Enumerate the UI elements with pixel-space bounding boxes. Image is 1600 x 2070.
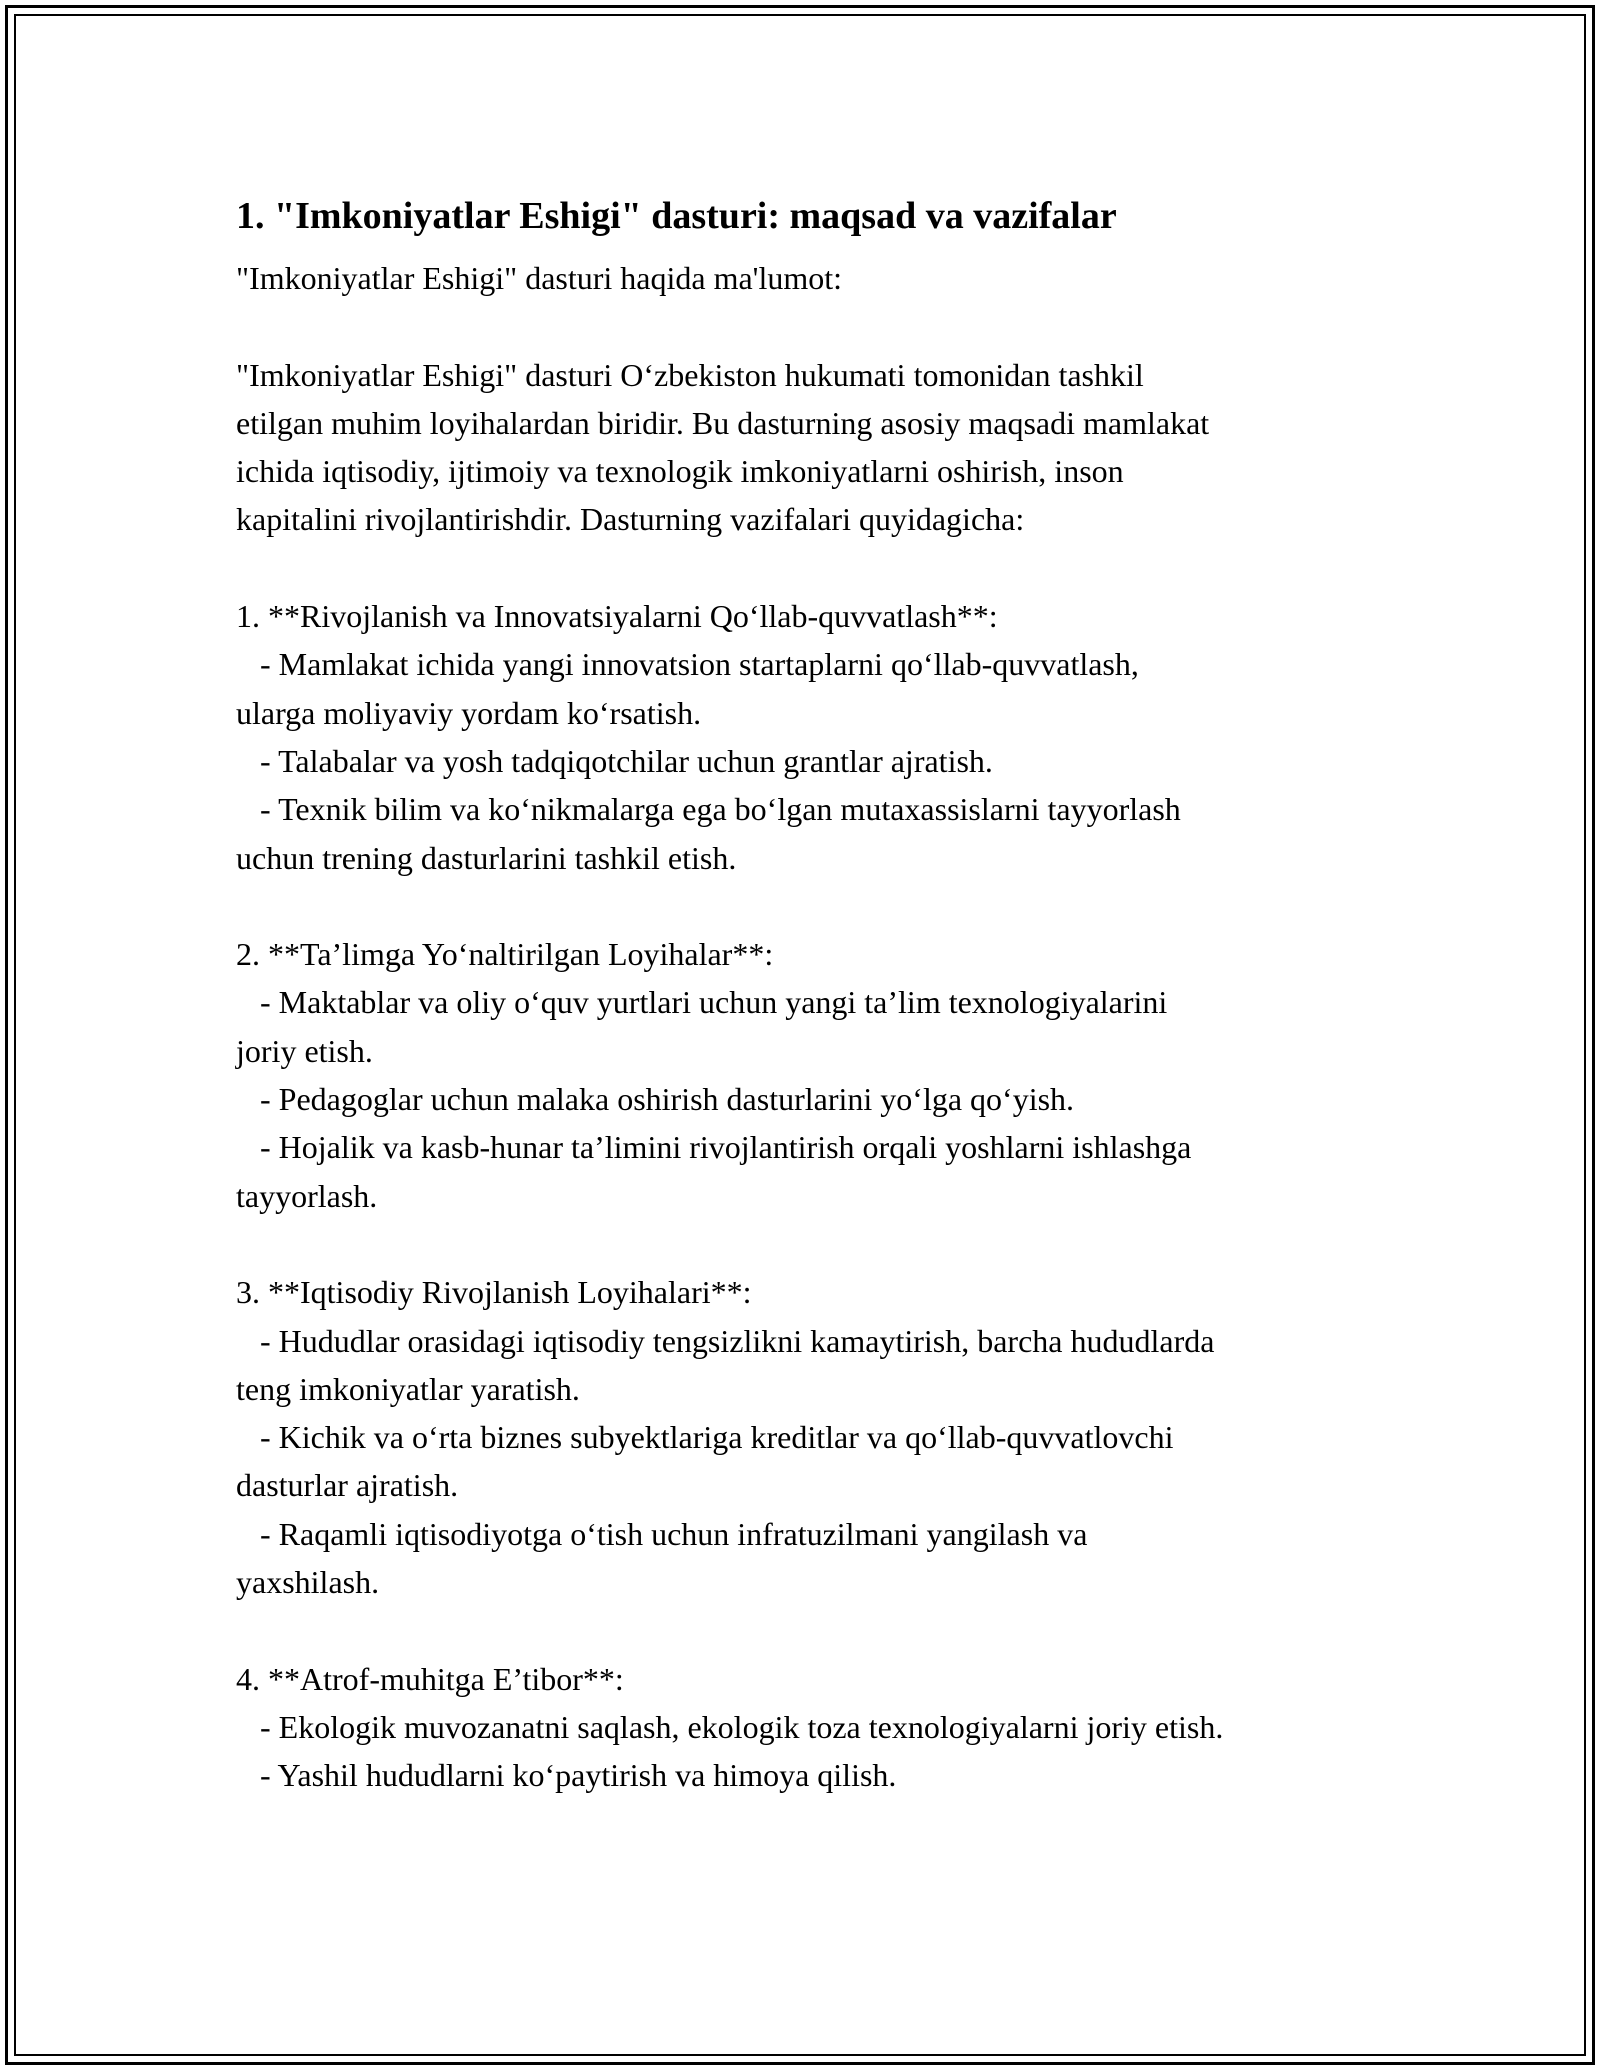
- document-body: "Imkoniyatlar Eshigi" dasturi haqida ma'lumot: "Imkoniyatlar Eshigi" dasturi O‘zbekiston hukumati tomonidan tashkil etilgan muhim loyihalardan biridir. Bu dasturning asosiy maqsadi mamlakat ichida iqtisodiy, ijtimoiy va texnologik imkoniyatlarni oshirish, inson kapitalini rivojlantirishdir. Dasturning vazifalari quyidagicha: 1. **Rivojlanish va Innovatsiyalarni Qo‘llab-quvvatlash**: - Mamlakat ichida yangi innovatsion startaplarni qo‘llab-quvvatlash, ularga moliyaviy yordam ko‘rsatish. - Talabalar va yosh tadqiqotchilar uchun grantlar ajratish. - Texnik bilim va ko‘nikmalarga ega bo‘lgan mutaxassislarni tayyorlash uchun trening dasturlarini tashkil etish. 2. **Ta’limga Yo‘naltirilgan Loyihalar**: - Maktablar va oliy o‘quv yurtlari uchun yangi ta’lim texnologiyalarini joriy etish. - Pedagoglar uchun malaka oshirish dasturlarini yo‘lga qo‘yish. - Hojalik va kasb-hunar ta’limini rivojlantirish orqali yoshlarni ishlashga tayyorlash. 3. **Iqtisodiy Rivojlanish Loyihalari**: - Hududlar orasidagi iqtisodiy tengsizlikni kamaytirish, barcha hududlarda teng imkoniyatlar yaratish. - Kichik va o‘rta biznes subyektlariga kreditlar va qo‘llab-quvvatlovchi dasturlar ajratish. - Raqamli iqtisodiyotga o‘tish uchun infratuzilmani yangilash va yaxshilash. 4. **Atrof-muhitga E’tibor**: - Ekologik muvozanatni saqlash, ekologik toza texnologiyalarni joriy etish. - Yashil hududlarni ko‘paytirish va himoya qilish.: [236, 260, 1224, 1794]
- document-content: [236, 190, 1416, 1800]
- document-title: 1. "Imkoniyatlar Eshigi" dasturi: maqsad va vazifalar: [236, 195, 1117, 237]
